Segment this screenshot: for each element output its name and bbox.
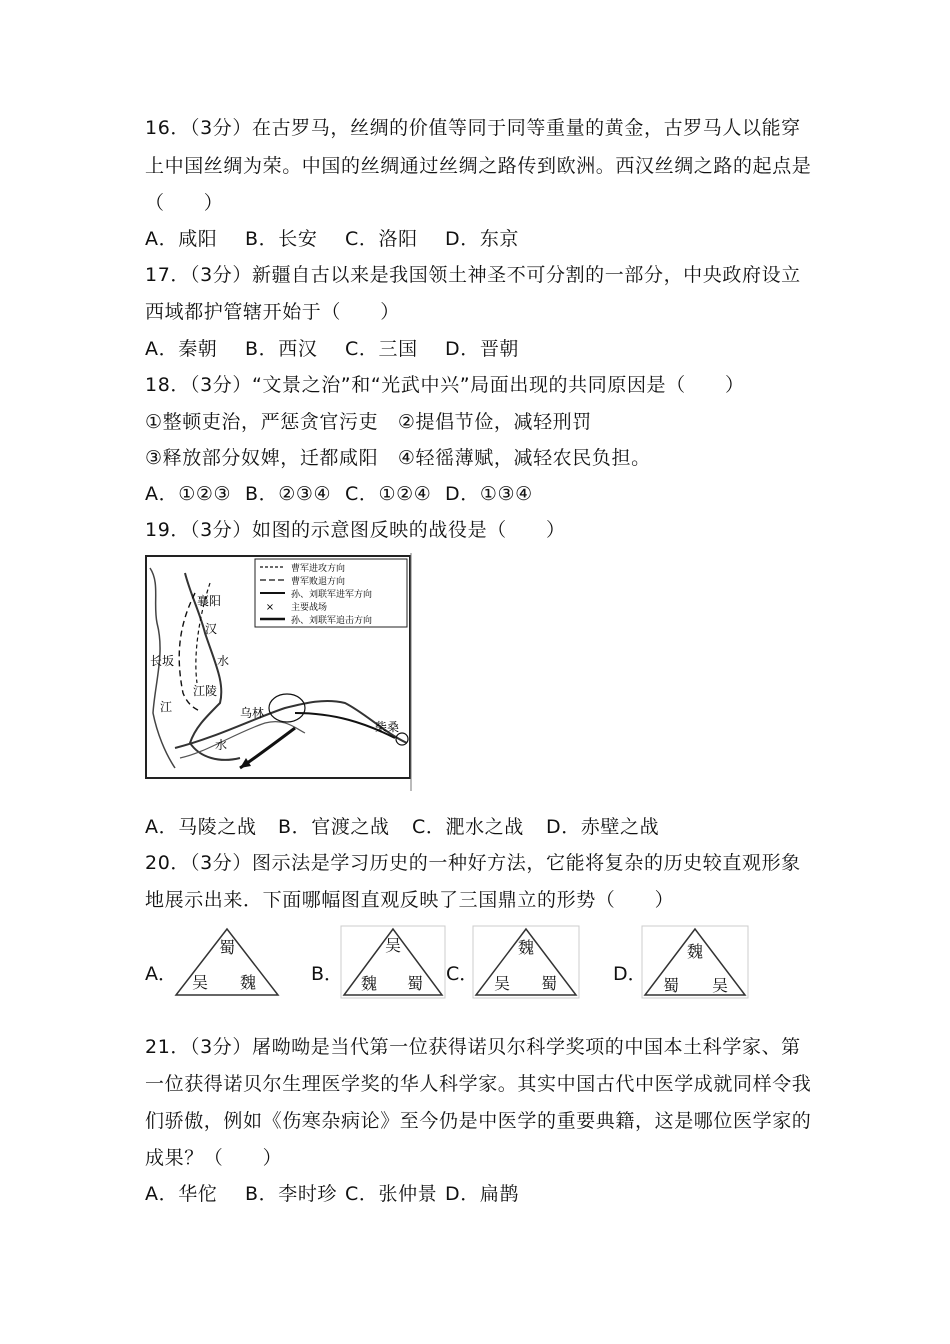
q20-option-b-label: B． bbox=[311, 963, 344, 985]
q20-option-c-label: C． bbox=[446, 963, 479, 985]
q20-option-c-top: 魏 bbox=[518, 938, 535, 957]
q18-option-c: C．①②④ bbox=[345, 483, 432, 505]
q19-line-1: 19．（3分）如图的示意图反映的战役是（ ） bbox=[145, 519, 566, 541]
q21-option-c: C．张仲景 bbox=[345, 1183, 438, 1205]
q16-option-a: A．咸阳 bbox=[145, 228, 218, 250]
q16-line-2: 上中国丝绸为荣。中国的丝绸通过丝绸之路传到欧洲。西汉丝绸之路的起点是 bbox=[145, 155, 812, 177]
q21-line-4: 成果？（ ） bbox=[145, 1147, 283, 1169]
q18-line-2: ①整顿吏治，严惩贪官污吏 ②提倡节俭，减轻刑罚 bbox=[145, 411, 592, 433]
q20-option-d-top: 魏 bbox=[687, 942, 704, 961]
q21-option-a: A．华佗 bbox=[145, 1183, 218, 1205]
q18-option-b: B．②③④ bbox=[245, 483, 332, 505]
q21-line-2: 一位获得诺贝尔生理医学奖的华人科学家。其实中国古代中医学成就同样令我 bbox=[145, 1073, 812, 1095]
q19-option-b: B．官渡之战 bbox=[278, 816, 390, 838]
q19-options bbox=[145, 815, 659, 839]
q19-option-a: A．马陵之战 bbox=[145, 816, 257, 838]
q17-line-2: 西域都护管辖开始于（ ） bbox=[145, 301, 400, 323]
place-label: 襄阳 bbox=[197, 594, 222, 608]
q21-option-b: B．李时珍 bbox=[245, 1183, 338, 1205]
legend-item: 主要战场 bbox=[291, 603, 328, 613]
q17-option-a: A．秦朝 bbox=[145, 338, 218, 360]
legend-item: 曹军败退方向 bbox=[291, 577, 346, 587]
q18-options bbox=[145, 482, 533, 506]
q21-options bbox=[145, 1182, 519, 1206]
q18-line-1: 18．（3分）“文景之治”和“光武中兴”局面出现的共同原因是（ ） bbox=[145, 374, 745, 396]
svg-text:×: × bbox=[265, 602, 275, 613]
q20-line-1: 20．（3分）图示法是学习历史的一种好方法，它能将复杂的历史较直观形象 bbox=[145, 852, 801, 874]
q16-line-1: 16．（3分）在古罗马，丝绸的价值等同于同等重量的黄金，古罗马人以能穿 bbox=[145, 117, 801, 139]
q19-option-d: D．赤壁之战 bbox=[546, 816, 660, 838]
q16-line-3: （ ） bbox=[145, 192, 224, 214]
q20-option-a-left: 吴 bbox=[192, 973, 209, 992]
legend-item: 曹军进攻方向 bbox=[291, 564, 346, 574]
place-label: 乌林 bbox=[240, 706, 265, 720]
q20-option-a-right: 魏 bbox=[240, 973, 257, 992]
q20-option-d-label: D． bbox=[613, 963, 647, 985]
place-label: 水 bbox=[215, 738, 228, 752]
q20-option-d-left: 蜀 bbox=[663, 976, 680, 995]
q16-option-d: D．东京 bbox=[445, 228, 520, 250]
q16-options bbox=[145, 227, 519, 251]
q20-option-d-right: 吴 bbox=[712, 976, 729, 995]
place-label: 江 bbox=[160, 700, 173, 714]
q17-option-c: C．三国 bbox=[345, 338, 418, 360]
q20-option-a-top: 蜀 bbox=[219, 938, 236, 957]
q19-option-c: C．淝水之战 bbox=[412, 816, 524, 838]
legend-item: 孙、刘联军进军方向 bbox=[291, 590, 373, 600]
q17-options bbox=[145, 337, 519, 361]
q21-line-3: 们骄傲，例如《伤寒杂病论》至今仍是中医学的重要典籍，这是哪位医学家的 bbox=[145, 1110, 812, 1132]
place-label: 水 bbox=[217, 654, 230, 668]
q18-line-3: ③释放部分奴婢，迁都咸阳 ④轻徭薄赋，减轻农民负担。 bbox=[145, 447, 651, 469]
place-label: 江陵 bbox=[193, 684, 218, 698]
q20-option-c-left: 吴 bbox=[494, 974, 511, 993]
q16-option-c: C．洛阳 bbox=[345, 228, 418, 250]
q20-option-b-left: 魏 bbox=[361, 974, 378, 993]
q20-line-2: 地展示出来．下面哪幅图直观反映了三国鼎立的形势（ ） bbox=[145, 889, 675, 911]
q16-option-b: B．长安 bbox=[245, 228, 318, 250]
place-label: 长坂 bbox=[150, 654, 175, 668]
q20-option-c-right: 蜀 bbox=[541, 974, 558, 993]
q21-line-1: 21．（3分）屠呦呦是当代第一位获得诺贝尔科学奖项的中国本土科学家、第 bbox=[145, 1036, 801, 1058]
legend-item: 孙、刘联军追击方向 bbox=[291, 616, 373, 626]
place-label: 柴桑 bbox=[375, 720, 400, 734]
q20-option-b-top: 吴 bbox=[385, 936, 402, 955]
q18-option-d: D．①③④ bbox=[445, 483, 533, 505]
q20-option-a-label: A． bbox=[145, 963, 177, 985]
q20-option-b-right: 蜀 bbox=[407, 974, 424, 993]
q17-line-1: 17．（3分）新疆自古以来是我国领土神圣不可分割的一部分，中央政府设立 bbox=[145, 264, 801, 286]
q17-option-b: B．西汉 bbox=[245, 338, 318, 360]
q21-option-d: D．扁鹊 bbox=[445, 1183, 520, 1205]
place-label: 汉 bbox=[205, 622, 218, 636]
q17-option-d: D．晋朝 bbox=[445, 338, 520, 360]
q18-option-a: A．①②③ bbox=[145, 483, 232, 505]
battle-map bbox=[145, 553, 413, 791]
